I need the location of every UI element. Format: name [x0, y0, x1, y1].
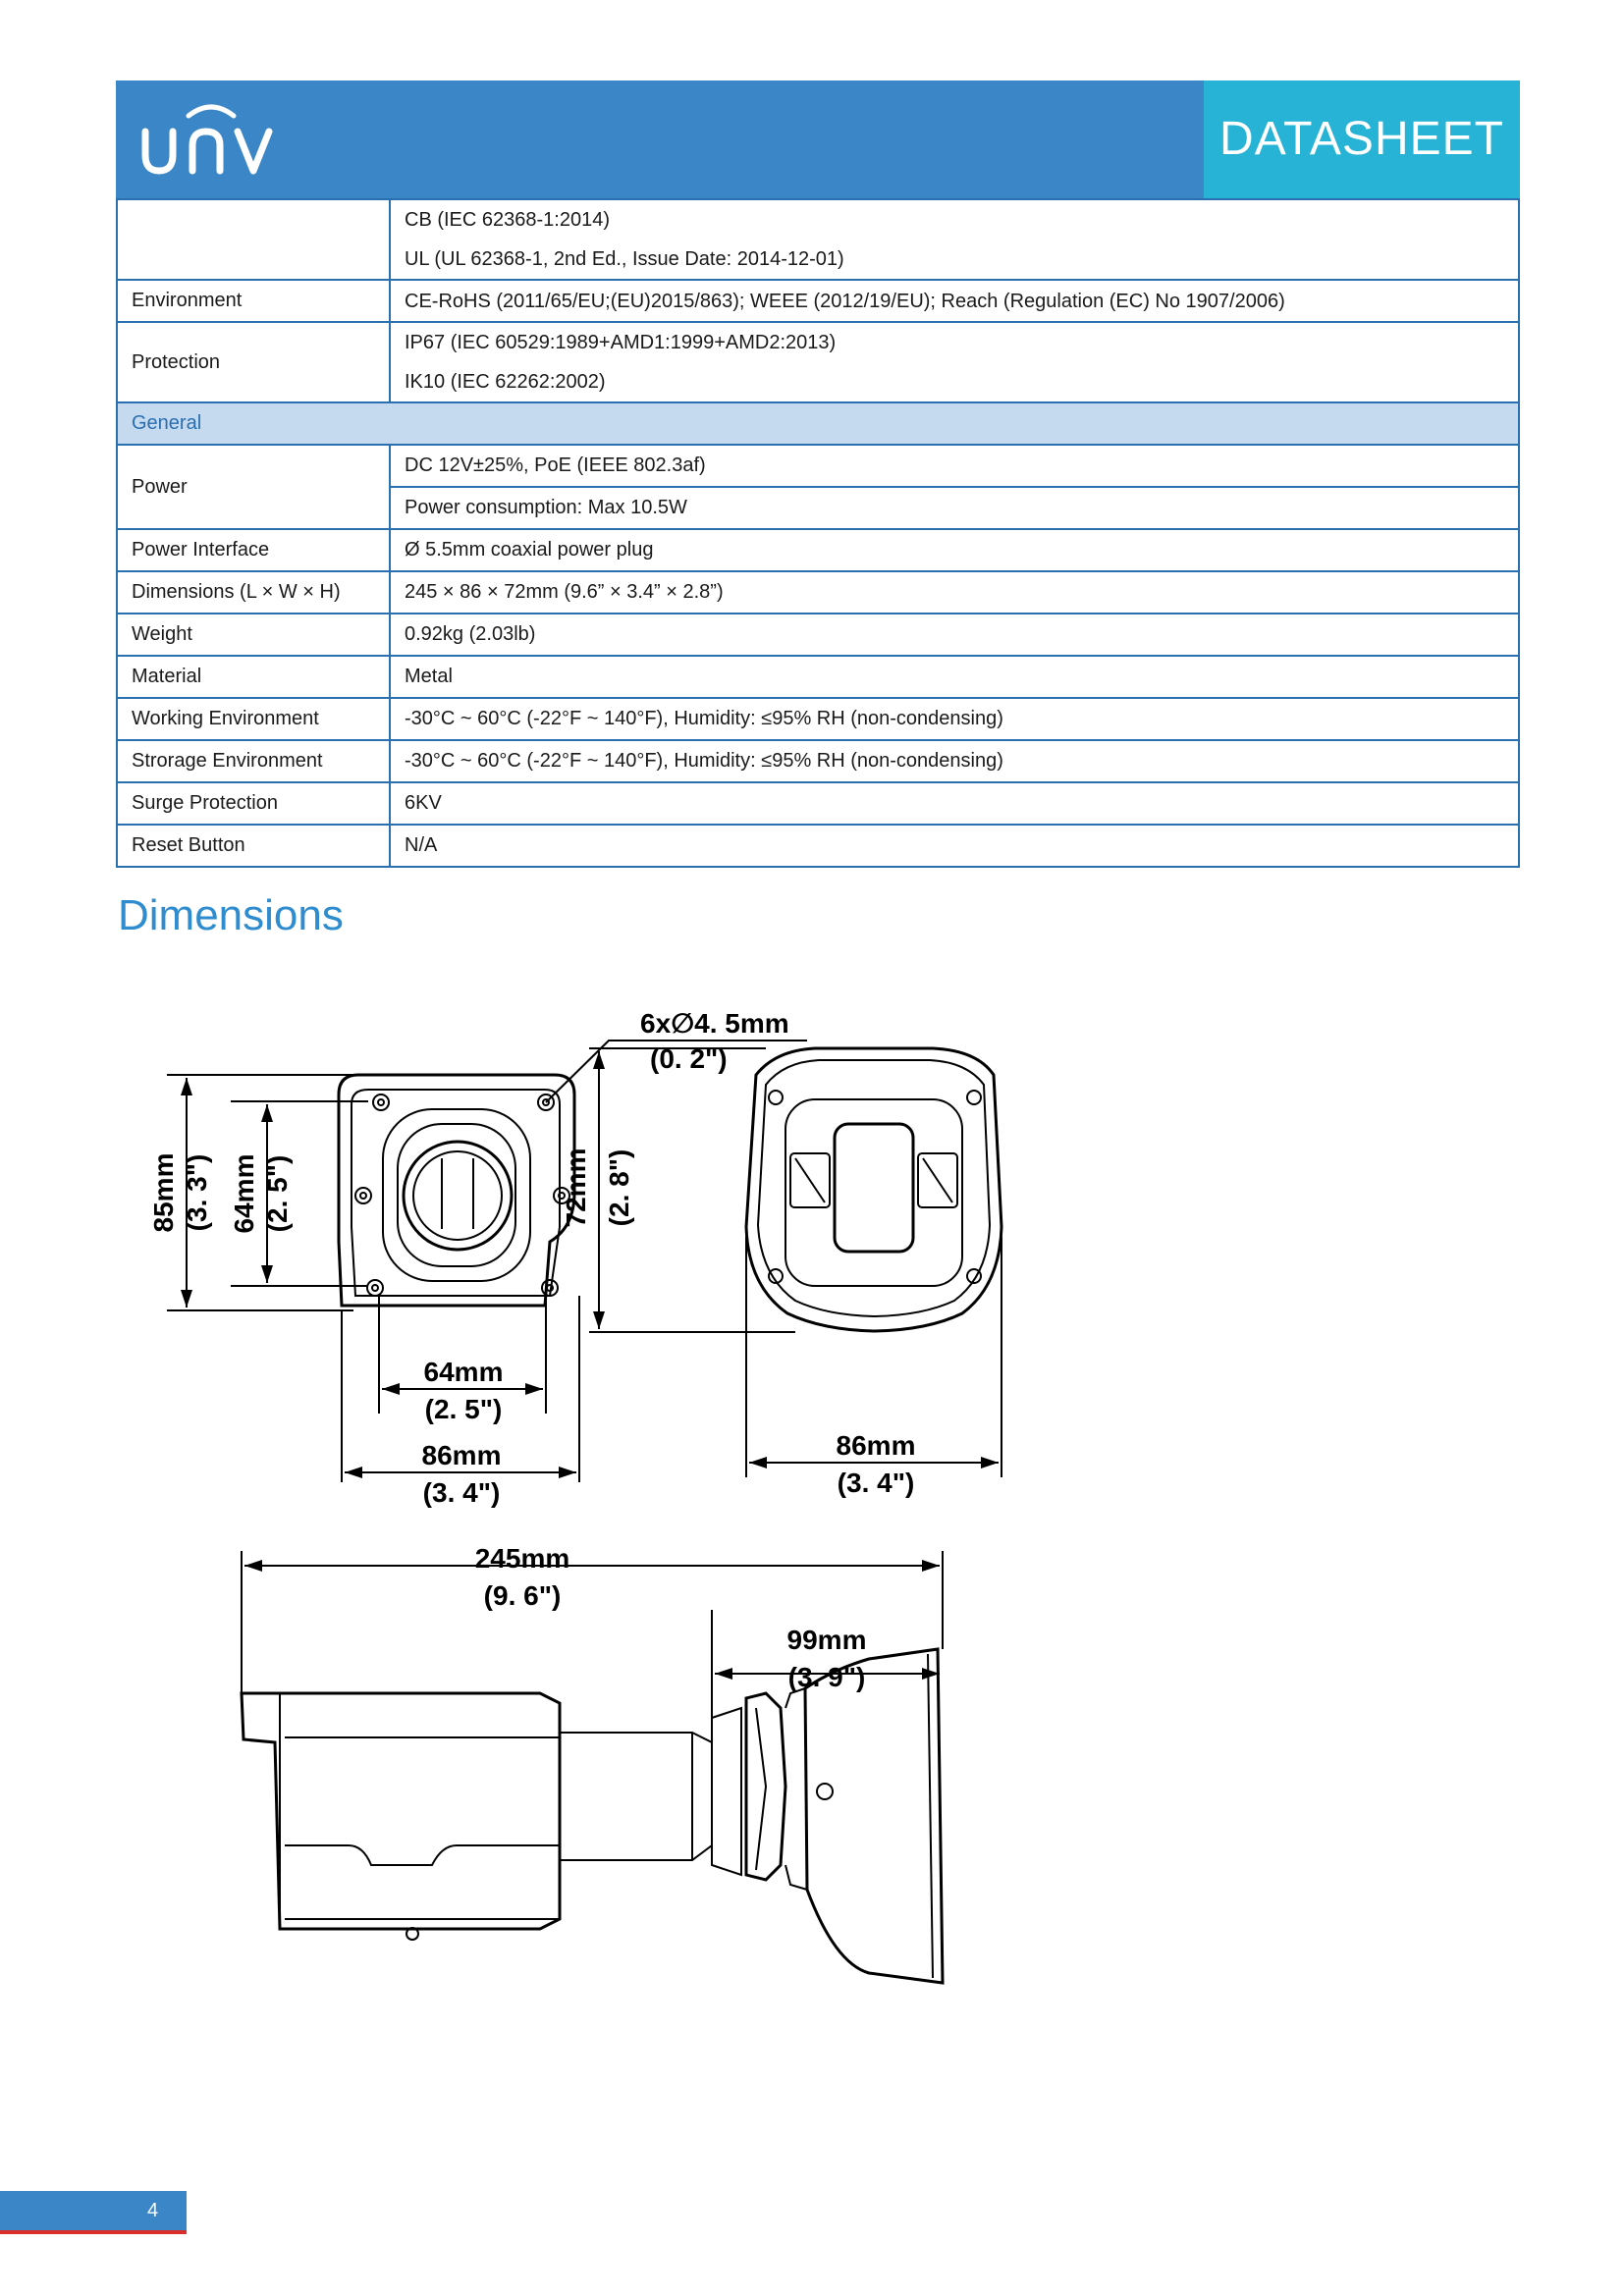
label-front-86-mm: 86mm — [836, 1430, 916, 1461]
label-height-64-in: (2. 5") — [262, 1154, 293, 1233]
row-label: Material — [117, 656, 390, 698]
label-height-72-in: (2. 8") — [604, 1148, 634, 1227]
row-value: Metal — [390, 656, 1519, 698]
section-header — [117, 402, 1519, 445]
label-height-72-mm: 72mm — [561, 1148, 591, 1228]
row-label: Weight — [117, 614, 390, 656]
label-holes-mm: 6x∅4. 5mm — [640, 1008, 789, 1039]
row-label: Dimensions (L × W × H) — [117, 571, 390, 614]
row-value — [390, 280, 1519, 322]
row-value — [390, 199, 1519, 280]
row-label — [117, 199, 390, 280]
row-label: Protection — [117, 322, 390, 402]
label-height-85-mm: 85mm — [148, 1152, 179, 1233]
dimension-drawing — [147, 1001, 1326, 2002]
label-height-64-mm: 64mm — [229, 1153, 259, 1234]
value-line: CB (IEC 62368-1:2014) — [405, 209, 611, 231]
table-row — [117, 322, 1519, 402]
label-width-64-in: (2. 5") — [424, 1394, 503, 1424]
footer-accent-line — [0, 2230, 187, 2234]
row-value: -30°C ~ 60°C (-22°F ~ 140°F), Humidity: ≤95% RH (non-condensing) — [390, 698, 1519, 740]
table-row — [117, 614, 1519, 656]
row-value: 6KV — [390, 782, 1519, 825]
table-row — [117, 280, 1519, 322]
table-row — [117, 529, 1519, 571]
row-value: N/A — [390, 825, 1519, 867]
table-row — [117, 740, 1519, 782]
dimensions-title: Dimensions — [118, 891, 344, 939]
table-row — [117, 698, 1519, 740]
row-label: Environment — [117, 280, 390, 322]
label-length-245-mm: 245mm — [474, 1543, 570, 1574]
row-value — [390, 322, 1519, 402]
label-length-99-mm: 99mm — [786, 1625, 867, 1655]
label-width-86-mm: 86mm — [421, 1440, 502, 1470]
label-front-86-in: (3. 4") — [837, 1468, 915, 1498]
header-banner — [116, 80, 1520, 198]
row-label: Power Interface — [117, 529, 390, 571]
table-row — [117, 656, 1519, 698]
row-label: Surge Protection — [117, 782, 390, 825]
value-line: IP67 (IEC 60529:1989+AMD1:1999+AMD2:2013) — [405, 332, 837, 353]
table-row — [117, 782, 1519, 825]
side-view — [242, 1649, 943, 1983]
footer-bar — [0, 2191, 187, 2230]
row-value — [390, 445, 1519, 529]
page-number: 4 — [147, 2200, 159, 2221]
row-label: Reset Button — [117, 825, 390, 867]
label-width-64-mm: 64mm — [423, 1357, 504, 1387]
datasheet-label: DATASHEET — [1219, 113, 1504, 165]
unv-logo-icon — [137, 94, 285, 183]
label-width-86-in: (3. 4") — [422, 1477, 501, 1508]
row-label: Power — [117, 445, 390, 529]
value-line: UL (UL 62368-1, 2nd Ed., Issue Date: 2014-12-01) — [405, 248, 844, 270]
row-value: 245 × 86 × 72mm (9.6” × 3.4” × 2.8”) — [390, 571, 1519, 614]
spec-table — [116, 198, 1520, 868]
table-row — [117, 199, 1519, 280]
row-label: Strorage Environment — [117, 740, 390, 782]
front-view — [746, 1048, 1001, 1331]
value-line: IK10 (IEC 62262:2002) — [405, 371, 606, 393]
row-value: 0.92kg (2.03lb) — [390, 614, 1519, 656]
row-value: Ø 5.5mm coaxial power plug — [390, 529, 1519, 571]
table-row — [117, 445, 1519, 529]
table-row — [117, 825, 1519, 867]
row-value: -30°C ~ 60°C (-22°F ~ 140°F), Humidity: ≤95% RH (non-condensing) — [390, 740, 1519, 782]
section-title: General — [117, 402, 1519, 445]
label-height-85-in: (3. 3") — [182, 1153, 212, 1232]
label-holes-in: (0. 2") — [650, 1043, 728, 1074]
value-line: CE-RoHS (2011/65/EU;(EU)2015/863); WEEE (2012/19/EU); Reach (Regulation (EC) No 1907/2006) — [405, 290, 1285, 312]
row-label: Working Environment — [117, 698, 390, 740]
label-length-245-in: (9. 6") — [483, 1580, 562, 1611]
value-line: Power consumption: Max 10.5W — [405, 497, 687, 518]
value-line: DC 12V±25%, PoE (IEEE 802.3af) — [391, 446, 1518, 488]
table-row — [117, 571, 1519, 614]
label-length-99-in: (3. 9") — [787, 1662, 866, 1692]
